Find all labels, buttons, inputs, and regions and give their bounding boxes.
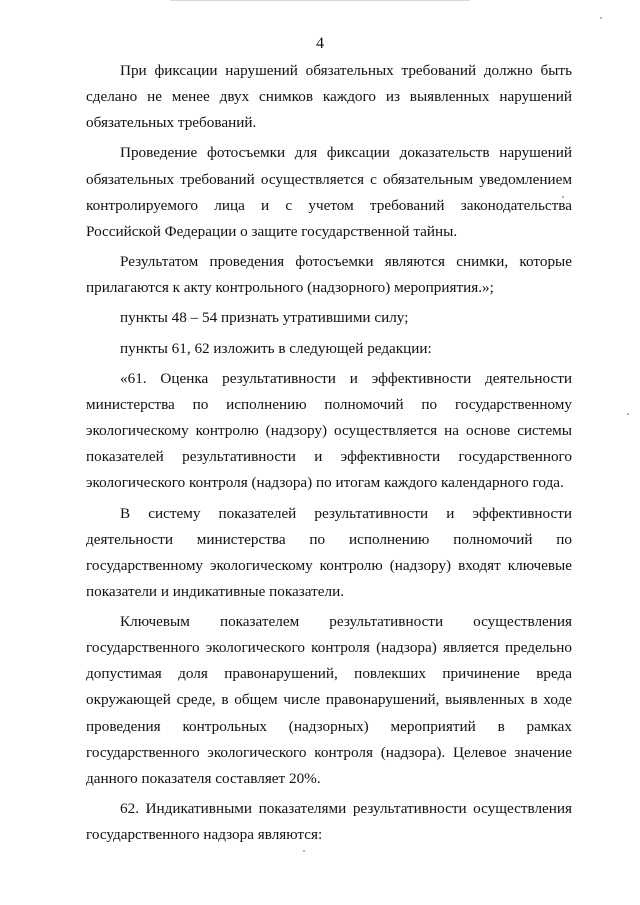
paragraph: пункты 61, 62 изложить в следующей редакции: xyxy=(120,339,432,357)
paragraph: Результатом проведения фотосъемки являются снимки, которые прилагаются к акту контрольного (надзорного) мероприятия.»; xyxy=(86,253,572,297)
paragraph: При фиксации нарушений обязательных требований должно быть сделано не менее двух снимков каждого из выявленных нарушений обязательных требований. xyxy=(86,62,572,132)
scan-speck xyxy=(600,17,602,19)
page-number: 4 xyxy=(316,35,324,52)
paragraph: Ключевым показателем результативности осуществления государственного экологического контроля (надзора) является предельно допустимая доля правонарушений, повлекших причинение вреда окружающей среде, в общем числе правонарушений, выявленных в ходе проведения контрольных (надзорных) мероприятий в рамках государственного экологического контроля (надзора). Целевое значение данного показателя составляет 20%. xyxy=(86,613,572,787)
scan-edge-line xyxy=(170,0,470,1)
paragraph: 62. Индикативными показателями результативности осуществления государственного надзора являются: xyxy=(86,800,572,844)
paragraph: Проведение фотосъемки для фиксации доказательств нарушений обязательных требований осуществляется с обязательным уведомлением контролируемого лица и с учетом требований законодательства Российской Федерации о защите государственной тайны. xyxy=(86,144,572,240)
document-body xyxy=(86,58,572,848)
paragraph: В систему показателей результативности и эффективности деятельности министерства по исполнению полномочий по государственному экологическому контролю (надзору) входят ключевые показатели и индикативные показатели. xyxy=(86,504,572,600)
scan-speck xyxy=(303,850,305,852)
scan-speck xyxy=(627,413,629,415)
paragraph: пункты 48 – 54 признать утратившими силу; xyxy=(120,309,409,327)
paragraph: «61. Оценка результативности и эффективности деятельности министерства по исполнению полномочий по государственному экологическому контролю (надзору) осуществляется на основе системы показателей результативности и эффективности государственного экологического контроля (надзора) по итогам каждого календарного года. xyxy=(86,369,572,492)
